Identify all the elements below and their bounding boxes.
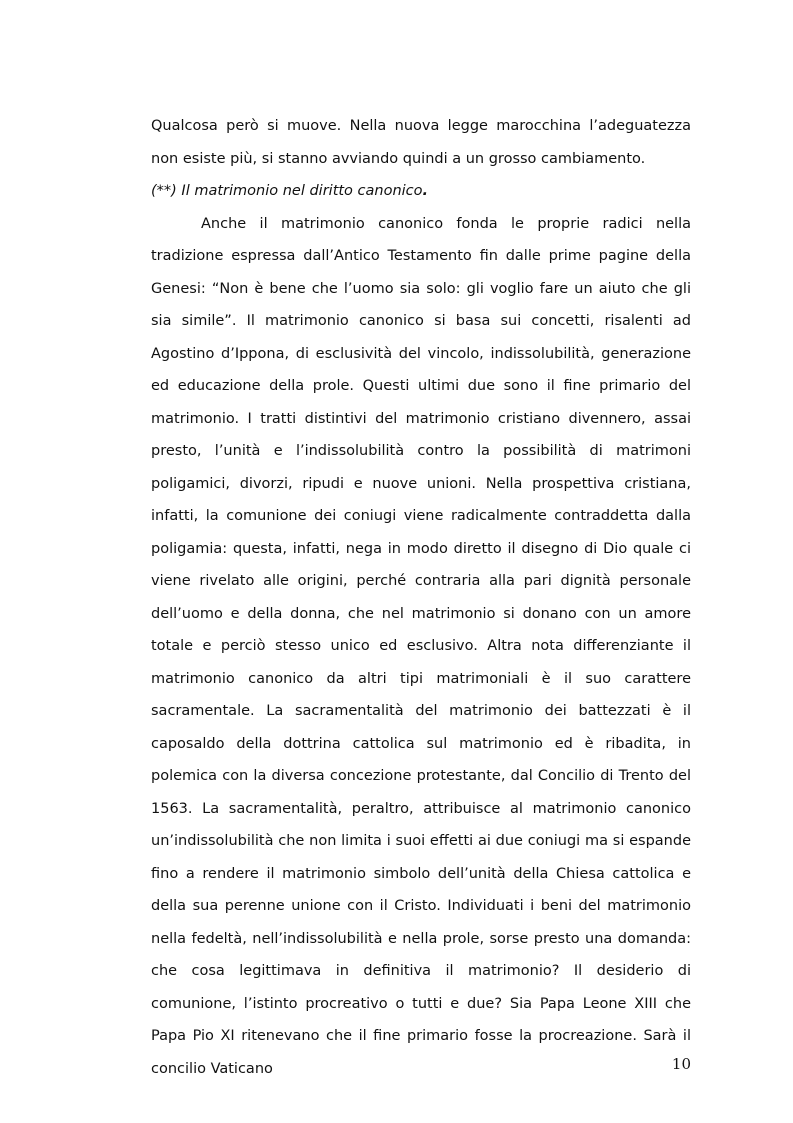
paragraph-intro: Qualcosa però si muove. Nella nuova legge marocchina l’adeguatezza non esiste più, si stanno avviando quindi a un grosso cambiamento. — [151, 118, 691, 167]
document-body — [151, 110, 691, 1085]
section-heading — [151, 175, 691, 208]
section-heading-text: (**) Il matrimonio nel diritto canonico — [151, 183, 423, 199]
section-heading-end-mark: . — [422, 183, 429, 199]
page-number: 10 — [671, 1055, 691, 1073]
paragraph-canonical-marriage: Anche il matrimonio canonico fonda le proprie radici nella tradizione espressa dall’Antico Testamento fin dalle prime pagine della Genesi: “Non è bene che l’uomo sia solo: gli voglio fare un aiuto che gli sia simile”. Il matrimonio canonico si basa sui concetti, risalenti ad Agostino d’Ippona, di esclusività del vincolo, indissolubilità, generazione ed educazione della prole. Questi ultimi due sono il fine primario del matrimonio. I tratti distintivi del matrimonio cristiano divennero, assai presto, l’unità e l’indissolubilità contro la possibilità di matrimoni poligamici, divorzi, ripudi e nuove unioni. Nella prospettiva cristiana, infatti, la comunione dei coniugi viene radicalmente contraddetta dalla poligamia: questa, infatti, nega in modo diretto il disegno di Dio quale ci viene rivelato alle origini, perché contraria alla pari dignità personale dell’uomo e della donna, che nel matrimonio si donano con un amore totale e perciò stesso unico ed esclusivo. Altra nota differenziante il matrimonio canonico da altri tipi matrimoniali è il suo carattere sacramentale. La sacramentalità del matrimonio dei battezzati è il caposaldo della dottrina cattolica sul matrimonio ed è ribadita, in polemica con la diversa concezione protestante, dal Concilio di Trento del 1563. La sacramentalità, peraltro, attribuisce al matrimonio canonico un’indissolubilità che non limita i suoi effetti ai due coniugi ma si espande fino a rendere il matrimonio simbolo dell’unità della Chiesa cattolica e della sua perenne unione con il Cristo. Individuati i beni del matrimonio nella fedeltà, nell’indissolubilità e nella prole, sorse presto una domanda: che cosa legittimava in definitiva il matrimonio? Il desiderio di comunione, l’istinto procreativo o tutti e due? Sia Papa Leone XIII che Papa Pio XI ritenevano che il fine primario fosse la procreazione. Sarà il concilio Vaticano — [151, 215, 691, 1077]
